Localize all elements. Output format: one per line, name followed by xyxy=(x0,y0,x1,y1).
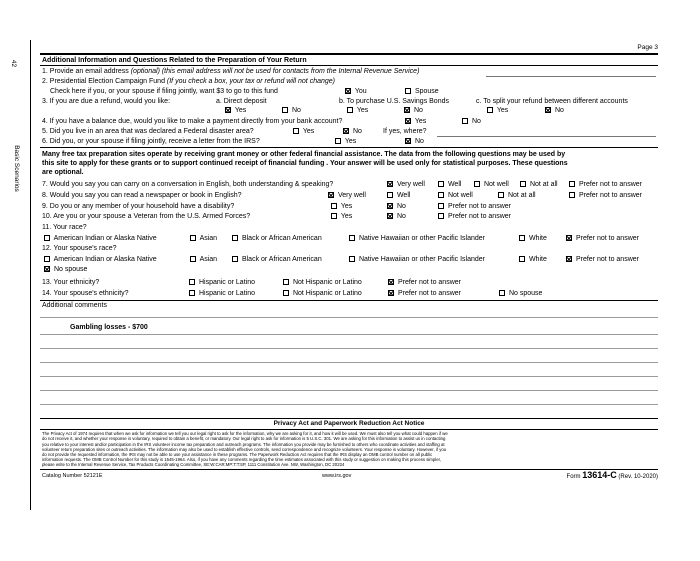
checkbox[interactable] xyxy=(44,235,50,241)
checkbox-checked[interactable] xyxy=(405,138,411,144)
checkbox[interactable] xyxy=(569,181,575,187)
q7-opt-not-well[interactable] xyxy=(474,181,509,189)
q3-a-label: a. Direct deposit xyxy=(216,98,267,105)
checkbox[interactable] xyxy=(405,88,411,94)
option-label: No xyxy=(291,107,301,114)
q9-text: 9. Do you or any member of your household have a disability? xyxy=(42,203,235,210)
option-label: No spouse xyxy=(53,266,88,273)
option-label: Yes xyxy=(344,138,357,145)
q2-spouse[interactable] xyxy=(405,88,439,96)
option-label: Hispanic or Latino xyxy=(198,290,255,297)
race-opt-white[interactable] xyxy=(519,235,547,243)
checkbox[interactable] xyxy=(462,118,468,124)
option-label: Not at all xyxy=(529,181,558,188)
q10-opt-yes[interactable] xyxy=(331,213,352,221)
checkbox[interactable] xyxy=(189,279,195,285)
q8-opt-well[interactable] xyxy=(387,192,410,200)
option-label: No xyxy=(396,203,406,210)
checkbox[interactable] xyxy=(349,256,355,262)
checkbox-checked[interactable] xyxy=(387,213,393,219)
checkbox-checked[interactable] xyxy=(387,181,393,187)
form-id xyxy=(567,471,658,482)
option-label: No xyxy=(396,213,406,220)
option-label: Well xyxy=(447,181,462,188)
spouse-race-opt-native-hawaiian[interactable] xyxy=(349,256,485,264)
checkbox[interactable] xyxy=(438,192,444,198)
spouse-race-opt-american-indian[interactable] xyxy=(44,256,157,264)
checkbox[interactable] xyxy=(190,256,196,262)
spouse-race-opt-white[interactable] xyxy=(519,256,547,264)
q2-text: 2. Presidential Election Campaign Fund xyxy=(42,78,167,85)
q2-you[interactable] xyxy=(345,88,367,96)
option-label: Prefer not to answer xyxy=(578,181,642,188)
checkbox[interactable] xyxy=(283,279,289,285)
q7-opt-not-at-all[interactable] xyxy=(520,181,558,189)
privacy-title: Privacy Act and Paperwork Reduction Act Notice xyxy=(273,420,425,427)
q13-opt-hispanic[interactable] xyxy=(189,279,255,287)
q5-no[interactable] xyxy=(343,128,362,136)
disaster-area-field[interactable] xyxy=(437,136,656,137)
section-rule xyxy=(40,65,658,66)
notice-line-1: Many free tax preparation sites operate by receiving grant money or other federal financial assistance. The data from the following questions may be used by xyxy=(42,151,566,158)
option-label: Yes xyxy=(496,107,509,114)
q10-text: 10. Are you or your spouse a Veteran from the U.S. Armed Forces? xyxy=(42,213,251,220)
option-label: Yes xyxy=(302,128,315,135)
q13-text: 13. Your ethnicity? xyxy=(42,279,100,286)
option-label: Black or African American xyxy=(241,256,322,263)
checkbox[interactable] xyxy=(349,235,355,241)
comments-label: Additional comments xyxy=(42,302,107,309)
q9-opt-prefer-not[interactable] xyxy=(438,203,511,211)
option-label: Prefer not to answer xyxy=(447,203,511,210)
checkbox-checked[interactable] xyxy=(225,107,231,113)
q1-text: 1. Provide an email address xyxy=(42,68,131,75)
comment-line[interactable] xyxy=(40,362,658,363)
q2-line2: Check here if you, or your spouse if filing jointly, want $3 to go to this fund xyxy=(50,88,278,95)
checkbox[interactable] xyxy=(232,256,238,262)
option-label: White xyxy=(528,235,547,242)
q8-opt-not-at-all[interactable] xyxy=(498,192,536,200)
catalog-number: Catalog Number 52121E xyxy=(42,473,103,479)
checkbox[interactable] xyxy=(519,235,525,241)
checkbox-checked[interactable] xyxy=(405,118,411,124)
q7-opt-well[interactable] xyxy=(438,181,461,189)
q14-opt-not-hispanic[interactable] xyxy=(283,290,362,298)
checkbox[interactable] xyxy=(335,138,341,144)
spouse-race-opt-no-spouse[interactable] xyxy=(44,266,87,274)
q5-yes[interactable] xyxy=(293,128,314,136)
option-label: Prefer not to answer xyxy=(575,256,639,263)
form-revision: (Rev. 10-2020) xyxy=(616,474,658,480)
option-label: No xyxy=(471,118,481,125)
option-label: Spouse xyxy=(414,88,439,95)
checkbox[interactable] xyxy=(190,235,196,241)
rule xyxy=(40,418,658,419)
privacy-line: do not provide the requested information, the IRS may not be able to use your assistance in these programs. The Paperwork Reduction Act requires that the IRS display an OMB control number on all public xyxy=(42,452,433,457)
option-label: Prefer not to answer xyxy=(397,290,461,297)
race-opt-asian[interactable] xyxy=(190,235,217,243)
option-label: Yes xyxy=(356,107,369,114)
checkbox-checked[interactable] xyxy=(388,290,394,296)
checkbox-checked[interactable] xyxy=(566,235,572,241)
checkbox[interactable] xyxy=(569,192,575,198)
q8-opt-not-well[interactable] xyxy=(438,192,473,200)
q9-opt-yes[interactable] xyxy=(331,203,352,211)
q3-c-label: c. To split your refund between different accounts xyxy=(476,98,628,105)
q3-a-yes[interactable] xyxy=(225,107,246,115)
comment-line[interactable] xyxy=(40,404,658,405)
q12-text: 12. Your spouse's race? xyxy=(42,245,117,252)
option-label: Very well xyxy=(396,181,425,188)
option-label: You xyxy=(354,88,367,95)
option-label: Yes xyxy=(234,107,247,114)
q2-note: (If you check a box, your tax or refund will not change) xyxy=(166,78,335,85)
checkbox-checked[interactable] xyxy=(545,107,551,113)
race-opt-american-indian[interactable] xyxy=(44,235,157,243)
notice-line-3: are optional. xyxy=(42,169,84,176)
q4-text: 4. If you have a balance due, would you like to make a payment directly from your bank account? xyxy=(42,118,343,125)
option-label: Prefer not to answer xyxy=(578,192,642,199)
q7-opt-very-well[interactable] xyxy=(387,181,425,189)
checkbox[interactable] xyxy=(232,235,238,241)
checkbox[interactable] xyxy=(293,128,299,134)
q4-yes[interactable] xyxy=(405,118,426,126)
comment-line[interactable] xyxy=(40,334,658,335)
q4-no[interactable] xyxy=(462,118,481,126)
checkbox[interactable] xyxy=(438,213,444,219)
header-rule xyxy=(40,53,658,55)
option-label: Very well xyxy=(337,192,366,199)
checkbox[interactable] xyxy=(189,290,195,296)
email-field[interactable] xyxy=(486,76,656,77)
q2-row xyxy=(42,78,335,86)
option-label: Native Hawaiian or other Pacific Islander xyxy=(358,256,486,263)
notice-line-2: this site to apply for these grants or to support continued receipt of financial funding . Your answer will be used only for statistical purposes. These questions xyxy=(42,160,568,167)
form-prefix: Form xyxy=(566,474,583,480)
checkbox[interactable] xyxy=(331,203,337,209)
option-label: Asian xyxy=(199,256,218,263)
checkbox[interactable] xyxy=(438,181,444,187)
q1-row xyxy=(42,68,419,76)
section-title: Additional Information and Questions Related to the Preparation of Your Return xyxy=(42,57,307,64)
page-label: Page 3 xyxy=(637,44,658,51)
privacy-line: information requests. The OMB Control Number for this study is 1545-1964. Also, if you have any comments regarding the time estimates associated with this study or suggestion on making this process simpler, xyxy=(42,457,442,462)
option-label: Yes xyxy=(340,203,353,210)
q13-opt-prefer-not[interactable] xyxy=(388,279,461,287)
privacy-line: do not receive it, and whether your response is voluntary, required to obtain a benefit, or mandatory. Our legal right to ask for information is 5 U.S.C. 301. We are asking for this information to assist us in contacting xyxy=(42,436,446,441)
q11-text: 11. Your race? xyxy=(42,224,87,231)
q6-text: 6. Did you, or your spouse if filing jointly, receive a letter from the IRS? xyxy=(42,138,260,145)
q3-b-no[interactable] xyxy=(404,107,423,115)
spouse-race-opt-asian[interactable] xyxy=(190,256,217,264)
checkbox-checked[interactable] xyxy=(387,203,393,209)
q14-opt-hispanic[interactable] xyxy=(189,290,255,298)
option-label: Not at all xyxy=(507,192,536,199)
checkbox[interactable] xyxy=(498,192,504,198)
option-label: Native Hawaiian or other Pacific Islander xyxy=(358,235,486,242)
side-page-number: 42 xyxy=(10,59,18,68)
checkbox[interactable] xyxy=(282,107,288,113)
q10-opt-prefer-not[interactable] xyxy=(438,213,511,221)
q14-opt-prefer-not[interactable] xyxy=(388,290,461,298)
form-number: 13614-C xyxy=(582,470,617,480)
q6-yes[interactable] xyxy=(335,138,356,146)
option-label: White xyxy=(528,256,547,263)
side-section-title: Basic Scenarios xyxy=(12,145,20,192)
checkbox[interactable] xyxy=(487,107,493,113)
comment-line[interactable] xyxy=(40,348,658,349)
q9-opt-no[interactable] xyxy=(387,203,406,211)
checkbox-checked[interactable] xyxy=(343,128,349,134)
checkbox[interactable] xyxy=(438,203,444,209)
comment-line[interactable] xyxy=(40,390,658,391)
option-label: Yes xyxy=(414,118,427,125)
q13-opt-not-hispanic[interactable] xyxy=(283,279,362,287)
option-label: Asian xyxy=(199,235,218,242)
checkbox[interactable] xyxy=(387,192,393,198)
option-label: Prefer not to answer xyxy=(397,279,461,286)
option-label: Prefer not to answer xyxy=(575,235,639,242)
q3-c-yes[interactable] xyxy=(487,107,508,115)
q8-opt-very-well[interactable] xyxy=(328,192,366,200)
option-label: Black or African American xyxy=(241,235,322,242)
option-label: Not well xyxy=(447,192,473,199)
privacy-line: please write to the Internal Revenue Service, Tax Products Coordinating Committee, SE:W:CAR:MP:T:T:SP, 1111 Constitution Ave. NW, Washington, DC 20224 xyxy=(42,462,345,467)
privacy-line: volunteer return preparation sites or outreach activities. The information may also be used to establish effective controls, send correspondence and recognize volunteers. Your response is voluntary. However, if you xyxy=(42,447,447,452)
q1-note: (optional) (this email address will not be used for contacts from the Internal Revenue Service) xyxy=(130,68,420,75)
race-opt-native-hawaiian[interactable] xyxy=(349,235,485,243)
margin-rule xyxy=(30,40,31,510)
irs-website: www.irs.gov xyxy=(322,473,352,479)
comments-entry[interactable]: Gambling losses - $700 xyxy=(70,324,148,331)
option-label: Prefer not to answer xyxy=(447,213,511,220)
checkbox[interactable] xyxy=(519,256,525,262)
comment-line[interactable] xyxy=(40,317,658,318)
q8-opt-prefer-not[interactable] xyxy=(569,192,642,200)
option-label: Hispanic or Latino xyxy=(198,279,255,286)
q7-opt-prefer-not[interactable] xyxy=(569,181,642,189)
checkbox[interactable] xyxy=(499,290,505,296)
q14-opt-no-spouse[interactable] xyxy=(499,290,542,298)
q6-no[interactable] xyxy=(405,138,424,146)
q8-text: 8. Would you say you can read a newspaper or book in English? xyxy=(42,192,242,199)
privacy-line: you relative to your interest and/or participation in the IRS volunteer income tax preparation and outreach programs. The information you provide may be furnished to others who coordinate activities and staffing at xyxy=(42,442,445,447)
option-label: American Indian or Alaska Native xyxy=(53,235,157,242)
rule xyxy=(40,147,658,148)
checkbox[interactable] xyxy=(474,181,480,187)
q3-b-yes[interactable] xyxy=(347,107,368,115)
spouse-race-opt-black[interactable] xyxy=(232,256,322,264)
checkbox-checked[interactable] xyxy=(566,256,572,262)
checkbox[interactable] xyxy=(44,256,50,262)
q10-opt-no[interactable] xyxy=(387,213,406,221)
option-label: Not Hispanic or Latino xyxy=(292,290,362,297)
checkbox[interactable] xyxy=(347,107,353,113)
option-label: Not well xyxy=(483,181,509,188)
checkbox[interactable] xyxy=(331,213,337,219)
checkbox[interactable] xyxy=(283,290,289,296)
q14-text: 14. Your spouse's ethnicity? xyxy=(42,290,129,297)
race-opt-prefer-not[interactable] xyxy=(566,235,639,243)
checkbox-checked[interactable] xyxy=(388,279,394,285)
race-opt-black[interactable] xyxy=(232,235,322,243)
q5-text: 5. Did you live in an area that was declared a Federal disaster area? xyxy=(42,128,254,135)
checkbox[interactable] xyxy=(520,181,526,187)
option-label: No spouse xyxy=(508,290,543,297)
q3-text: 3. If you are due a refund, would you like: xyxy=(42,98,171,105)
rule xyxy=(40,469,658,470)
option-label: No xyxy=(413,107,423,114)
option-label: Not Hispanic or Latino xyxy=(292,279,362,286)
comment-line[interactable] xyxy=(40,376,658,377)
q7-text: 7. Would you say you can carry on a conversation in English, both understanding & speaking? xyxy=(42,181,334,188)
option-label: No xyxy=(554,107,564,114)
checkbox-checked[interactable] xyxy=(44,266,50,272)
option-label: Well xyxy=(396,192,411,199)
q3-b-label: b. To purchase U.S. Savings Bonds xyxy=(339,98,449,105)
checkbox-checked[interactable] xyxy=(404,107,410,113)
q5-where-label: If yes, where? xyxy=(383,128,427,135)
q3-a-no[interactable] xyxy=(282,107,301,115)
rule xyxy=(40,300,658,301)
checkbox-checked[interactable] xyxy=(328,192,334,198)
rule xyxy=(40,429,658,430)
checkbox-checked[interactable] xyxy=(345,88,351,94)
option-label: American Indian or Alaska Native xyxy=(53,256,157,263)
option-label: No xyxy=(352,128,362,135)
spouse-race-opt-prefer-not[interactable] xyxy=(566,256,639,264)
option-label: No xyxy=(414,138,424,145)
option-label: Yes xyxy=(340,213,353,220)
privacy-line: The Privacy Act of 1974 requires that when we ask for information we tell you our legal right to ask for the information, why we are asking for it, and how it will be used. We must also tell you what could happen if we xyxy=(42,431,448,436)
q3-c-no[interactable] xyxy=(545,107,564,115)
